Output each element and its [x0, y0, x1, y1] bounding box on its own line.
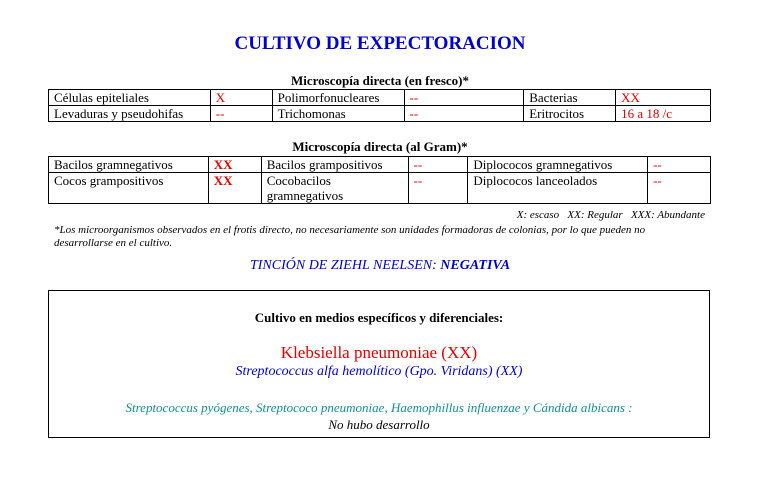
gram-label: Bacilos gramnegativos [49, 157, 209, 173]
fresh-value: X [210, 90, 272, 106]
table-row [49, 157, 711, 173]
ziehl-label: TINCIÓN DE ZIEHL NEELSEN: [249, 258, 437, 273]
fresh-value: -- [404, 106, 524, 122]
gram-table [48, 156, 711, 204]
culture-heading: Cultivo en medios específicos y diferenciales: [254, 310, 504, 325]
abundance-legend: X: escaso XX: Regular XXX: Abundante [516, 209, 705, 221]
fresh-value: XX [616, 90, 711, 106]
ziehl-neelsen-result [0, 258, 760, 274]
ziehl-value: NEGATIVA [440, 258, 511, 273]
not-grown-text: No hubo desarrollo [328, 417, 430, 432]
fresh-label: Levaduras y pseudohifas [49, 106, 211, 122]
table-row [49, 90, 711, 106]
organism-primary: Klebsiella pneumoniae (XX) [280, 343, 478, 362]
gram-label: Diplococos lanceolados [468, 173, 648, 204]
fresh-value: 16 a 18 /c [616, 106, 711, 122]
gram-label: Diplococos gramnegativos [468, 157, 648, 173]
gram-value: -- [648, 173, 711, 204]
gram-value: XX [208, 173, 261, 204]
table-row [49, 173, 711, 204]
gram-heading: Microscopía directa (al Gram)* [292, 139, 468, 154]
gram-label: Cocos grampositivos [49, 173, 209, 204]
report-title: CULTIVO DE EXPECTORACION [234, 33, 526, 54]
gram-label: Bacilos grampositivos [261, 157, 408, 173]
fresh-value: -- [404, 90, 524, 106]
fresh-label: Bacterias [524, 90, 616, 106]
fresh-table [48, 89, 711, 122]
fresh-label: Trichomonas [272, 106, 404, 122]
gram-value: XX [208, 157, 261, 173]
gram-label: Cocobacilos gramnegativos [261, 173, 408, 204]
footnote: *Los microorganismos observados en el frotis directo, no necesariamente son unidades formadoras de colonias, por lo que pueden no desarrollarse en el cultivo. [54, 224, 646, 249]
not-grown-list: Streptococcus pyógenes, Streptococo pneumoniae, Haemophillus influenzae y Cándida albicans : [125, 400, 633, 415]
fresh-label: Células epiteliales [49, 90, 211, 106]
gram-value: -- [408, 157, 468, 173]
gram-value: -- [648, 157, 711, 173]
fresh-heading: Microscopía directa (en fresco)* [291, 73, 469, 88]
table-row [49, 106, 711, 122]
organism-secondary: Streptococcus alfa hemolítico (Gpo. Viridans) (XX) [235, 364, 523, 379]
fresh-label: Eritrocitos [524, 106, 616, 122]
fresh-value: -- [210, 106, 272, 122]
culture-box [48, 290, 710, 438]
gram-value: -- [408, 173, 468, 204]
fresh-label: Polimorfonucleares [272, 90, 404, 106]
